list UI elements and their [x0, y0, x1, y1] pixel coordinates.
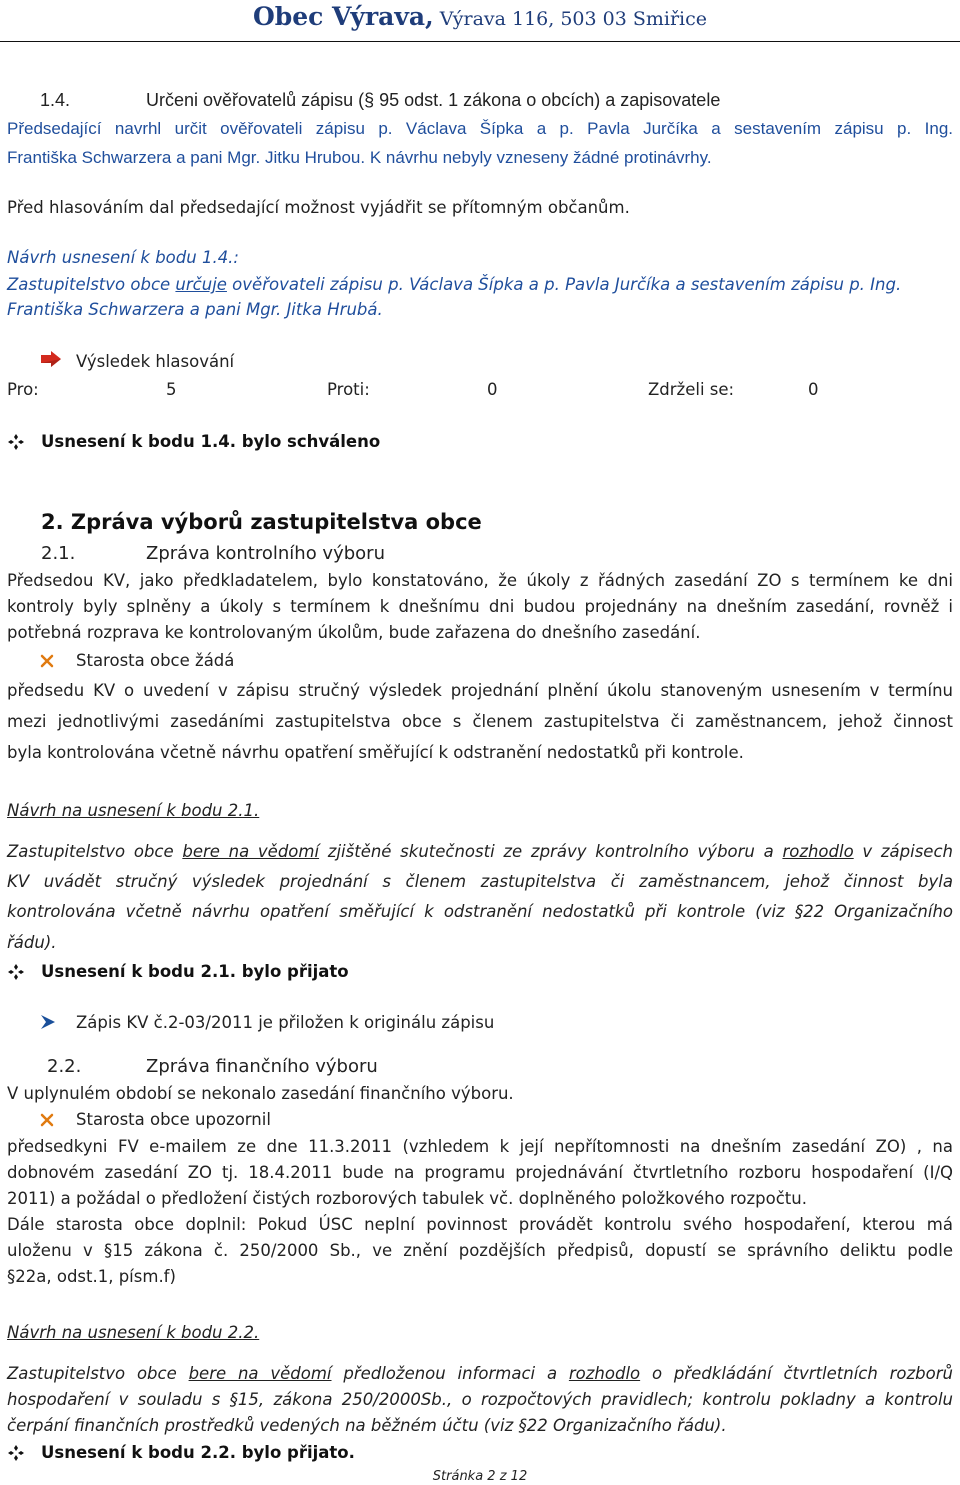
diamond-bullet-icon: [8, 1445, 24, 1461]
page-number: Stránka 2 z 12: [432, 1469, 528, 1484]
paragraph-line: Předsedající navrhl určit ověřovateli zápisu p. Václava Šípka a p. Pavla Jurčíka a sestavením zápisu p. Ing.: [7, 119, 953, 138]
vote-proti-value: 0: [487, 380, 498, 399]
paragraph-line: Dále starosta obce doplnil: Pokud ÚSC neplní povinnost provádět kontrolu svého hospodaření, kterou má: [7, 1215, 953, 1234]
proposal-label: Návrh na usnesení k bodu 2.1.: [7, 801, 260, 820]
mayor-asks: Starosta obce žádá: [76, 651, 235, 670]
resolution-text: řádu).: [7, 933, 57, 952]
paragraph-line: §22a, odst.1, písm.f): [7, 1267, 176, 1286]
paragraph-line: předsedu KV o uvedení v zápisu stručný výsledek projednání plnění úkolu stanoveným usnesením v termínu: [7, 681, 953, 700]
paragraph-line: V uplynulém období se nekonalo zasedání finančního výboru.: [7, 1084, 514, 1103]
resolution-text: Zastupitelstvo obce určuje ověřovateli zápisu p. Václava Šípka a p. Pavla Jurčíka a sestavením zápisu p. Ing.: [7, 275, 902, 294]
section-heading: 2. Zpráva výborů zastupitelstva obce: [41, 510, 482, 534]
municipality-address: Výrava 116, 503 03 Smiřice: [433, 8, 708, 30]
vote-title: Výsledek hlasování: [76, 352, 235, 371]
paragraph-line: Předsedou KV, jako předkladatelem, bylo konstatováno, že úkoly z řádných zasedání ZO s termínem ke dni: [7, 571, 953, 590]
cross-icon: [40, 1113, 54, 1127]
paragraph-line: kontroly byly splněny a úkoly s termínem k dnešnímu dni budou projednány na dnešním zasedání, rovněž i: [7, 597, 953, 616]
paragraph-line: dobnovém zasedání ZO tj. 18.4.2011 bude na programu projednávání čtvrtletního rozboru hospodaření (I/Q: [7, 1163, 953, 1182]
diamond-bullet-icon: [8, 434, 24, 450]
section-title: Určeni ověřovatelů zápisu (§ 95 odst. 1 zákona o obcích) a zapisovatele: [146, 90, 721, 110]
resolution-text: čerpání finančních prostředků vedených na běžném účtu (viz §22 Organizačního řádu).: [7, 1416, 727, 1435]
resolution-text: Františka Schwarzera a pani Mgr. Jitka Hrubá.: [7, 300, 383, 319]
attachment-note: Zápis KV č.2-03/2011 je přiložen k originálu zápisu: [76, 1013, 495, 1032]
section-number: 1.4.: [40, 90, 71, 110]
mayor-notified: Starosta obce upozornil: [76, 1110, 271, 1129]
paragraph-line: byla kontrolována včetně návrhu opatření směřující k odstranění nedostatků při kontrole.: [7, 743, 744, 762]
paragraph-line: mezi jednotlivými zasedáními zastupitelstva obce s členem zastupitelstva či zaměstnancem, jehož činnost: [7, 712, 953, 731]
cross-icon: [40, 654, 54, 668]
proposal-label: Návrh usnesení k bodu 1.4.:: [7, 248, 239, 267]
vote-pro-value: 5: [166, 380, 177, 399]
proposal-label: Návrh na usnesení k bodu 2.2.: [7, 1323, 260, 1342]
paragraph-line: předsedkyni FV e-mailem ze dne 11.3.2011 (vzhledem k její nepřítomnosti na dnešním zasedání ZO) , na: [7, 1137, 953, 1156]
resolution-text: kontrolována včetně návrhu opatření směřující k odstranění nedostatků při kontrole (viz §22 Organizačního: [7, 902, 953, 921]
paragraph-line: Františka Schwarzera a pani Mgr. Jitku Hrubou. K návrhu nebyly vzneseny žádné protinávrhy.: [7, 148, 712, 167]
municipality-name: Obec Výrava,: [252, 2, 434, 31]
vote-zdrzeli-label: Zdrželi se:: [648, 380, 735, 399]
paragraph-line: Před hlasováním dal předsedající možnost vyjádřit se přítomným občanům.: [7, 198, 630, 217]
paragraph-line: 2011) a požádal o předložení čistých rozborových tabulek vč. doplněného položkového rozpočtu.: [7, 1189, 807, 1208]
paragraph-line: uloženu v §15 zákona č. 250/2000 Sb., ve znění pozdějších předpisů, dopustí se správního deliktu podle: [7, 1241, 953, 1260]
subsection-title: Zpráva kontrolního výboru: [146, 543, 385, 564]
resolution-text: Zastupitelstvo obce bere na vědomí zjištěné skutečnosti ze zprávy kontrolního výboru a rozhodlo v zápisech: [7, 842, 953, 861]
subsection-number: 2.2.: [47, 1056, 82, 1077]
resolution-text: hospodaření v souladu s §15, zákona 250/2000Sb., o rozpočtových pravidlech; kontrolu pokladny a kontrolu: [7, 1390, 953, 1409]
arrow-right-icon: [40, 351, 62, 367]
vote-proti-label: Proti:: [327, 380, 370, 399]
resolution-approved: Usnesení k bodu 1.4. bylo schváleno: [41, 432, 381, 451]
subsection-number: 2.1.: [41, 543, 76, 564]
arrowhead-bullet-icon: [40, 1014, 56, 1030]
resolution-text: Zastupitelstvo obce bere na vědomí předloženou informaci a rozhodlo o předkládání čtvrtletních rozborů: [7, 1364, 953, 1383]
resolution-approved: Usnesení k bodu 2.1. bylo přijato: [41, 962, 349, 981]
diamond-bullet-icon: [8, 964, 24, 980]
page-header: [0, 2, 960, 31]
resolution-text: KV uvádět stručný výsledek projednání s členem zastupitelstva či zaměstnancem, jehož činnost byla: [7, 872, 953, 891]
paragraph-line: potřebná rozprava ke kontrolovaným úkolům, bude zařazena do dnešního zasedání.: [7, 623, 701, 642]
subsection-title: Zpráva finančního výboru: [146, 1056, 378, 1077]
vote-pro-label: Pro:: [7, 380, 39, 399]
vote-zdrzeli-value: 0: [808, 380, 819, 399]
header-rule: [0, 41, 960, 42]
resolution-approved: Usnesení k bodu 2.2. bylo přijato.: [41, 1443, 355, 1462]
